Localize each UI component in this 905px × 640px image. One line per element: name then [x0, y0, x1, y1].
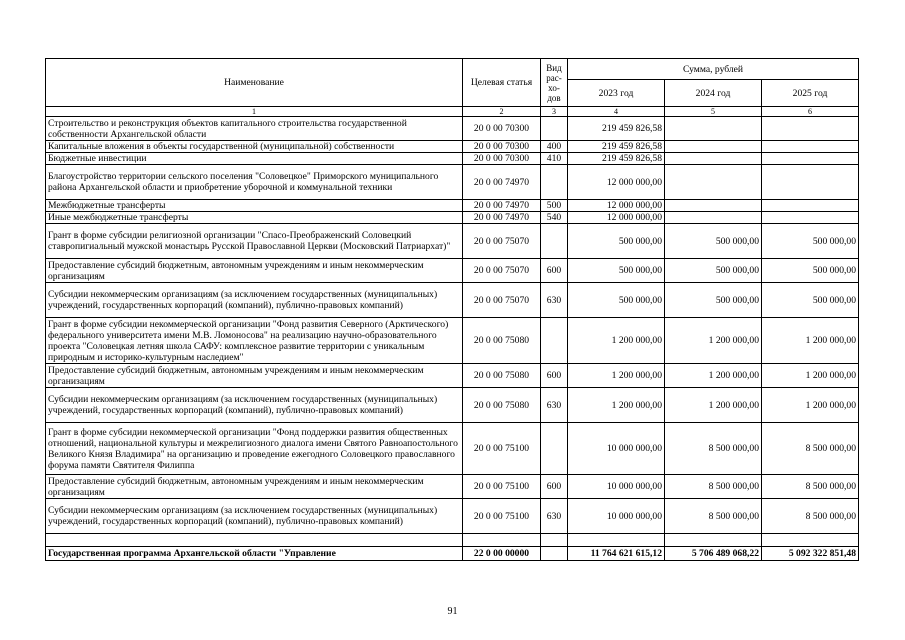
row-sum-2024: 5 706 489 068,22: [665, 547, 762, 561]
row-target-article: 20 0 00 75100: [463, 499, 541, 534]
row-target-article: 20 0 00 75100: [463, 423, 541, 475]
table-row: [46, 200, 859, 212]
table-row: [46, 259, 859, 283]
row-name: Субсидии некоммерческим организациям (за исключением государственных (муниципальных) учреждений, государственных корпораций (компаний), публично-правовых компаний): [46, 388, 463, 423]
row-expense-type: [541, 224, 568, 259]
row-sum-2024: 8 500 000,00: [665, 499, 762, 534]
table-row: [46, 318, 859, 364]
row-sum-2025: 8 500 000,00: [762, 423, 859, 475]
row-sum-2025: 1 200 000,00: [762, 318, 859, 364]
row-target-article: 20 0 00 75080: [463, 364, 541, 388]
row-target-article: 22 0 00 00000: [463, 547, 541, 561]
header-target-article: Целевая статья: [463, 59, 541, 107]
header-name: Наименование: [46, 59, 463, 107]
row-sum-2024: 1 200 000,00: [665, 388, 762, 423]
row-sum-2025: [762, 200, 859, 212]
header-sum: Сумма, рублей: [568, 59, 859, 80]
row-sum-2025: 500 000,00: [762, 224, 859, 259]
row-target-article: 20 0 00 70300: [463, 117, 541, 141]
row-sum-2024: 8 500 000,00: [665, 475, 762, 499]
row-expense-type: 410: [541, 153, 568, 165]
col-number: 5: [665, 107, 762, 117]
row-sum-2023: 12 000 000,00: [568, 212, 665, 224]
row-sum-2023: 219 459 826,58: [568, 141, 665, 153]
row-sum-2023: 1 200 000,00: [568, 388, 665, 423]
row-sum-2023: 219 459 826,58: [568, 153, 665, 165]
row-target-article: 20 0 00 74970: [463, 212, 541, 224]
row-sum-2025: 500 000,00: [762, 259, 859, 283]
row-sum-2025: [762, 141, 859, 153]
row-sum-2023: 500 000,00: [568, 224, 665, 259]
table-row: [46, 153, 859, 165]
row-sum-2024: 1 200 000,00: [665, 318, 762, 364]
row-sum-2024: 500 000,00: [665, 259, 762, 283]
row-expense-type: 630: [541, 283, 568, 318]
row-expense-type: [541, 117, 568, 141]
table-row: [46, 224, 859, 259]
row-target-article: 20 0 00 75070: [463, 224, 541, 259]
header-year-2024: 2024 год: [665, 80, 762, 107]
row-sum-2024: [665, 534, 762, 547]
row-expense-type: 540: [541, 212, 568, 224]
table-row: [46, 388, 859, 423]
row-expense-type: 600: [541, 259, 568, 283]
row-expense-type: 630: [541, 388, 568, 423]
header-expense-type: Вид рас- хо- дов: [541, 59, 568, 107]
row-name: Грант в форме субсидии некоммерческой организации "Фонд поддержки развития общественных отношений, национальной культуры и межрелигиозного диалога имени Святого Равноапостольного Великого Князя Владимира" на организацию и проведение ежегодного Соловецкого православного форума памяти Святителя Филиппа: [46, 423, 463, 475]
table-row: [46, 141, 859, 153]
row-name: Благоустройство территории сельского поселения "Соловецкое" Приморского муниципального района Архангельской области и приобретение уборочной и коммунальной техники: [46, 165, 463, 200]
table-row: [46, 117, 859, 141]
row-name: Предоставление субсидий бюджетным, автономным учреждениям и иным некоммерческим организациям: [46, 475, 463, 499]
row-sum-2025: [762, 165, 859, 200]
col-number: 4: [568, 107, 665, 117]
row-sum-2023: 500 000,00: [568, 283, 665, 318]
row-expense-type: [541, 534, 568, 547]
row-sum-2025: [762, 534, 859, 547]
row-name: Строительство и реконструкция объектов капитального строительства государственной собственности Архангельской области: [46, 117, 463, 141]
row-sum-2024: [665, 153, 762, 165]
col-number: 1: [46, 107, 463, 117]
row-name: Субсидии некоммерческим организациям (за исключением государственных (муниципальных) учреждений, государственных корпораций (компаний), публично-правовых компаний): [46, 499, 463, 534]
page-number: 91: [447, 606, 458, 617]
row-sum-2023: 1 200 000,00: [568, 364, 665, 388]
row-sum-2024: [665, 212, 762, 224]
row-sum-2024: 500 000,00: [665, 283, 762, 318]
row-sum-2025: 500 000,00: [762, 283, 859, 318]
table-row: [46, 423, 859, 475]
row-sum-2025: 1 200 000,00: [762, 388, 859, 423]
row-sum-2023: 11 764 621 615,12: [568, 547, 665, 561]
col-number: 2: [463, 107, 541, 117]
row-sum-2024: [665, 141, 762, 153]
row-name: Предоставление субсидий бюджетным, автономным учреждениям и иным некоммерческим организациям: [46, 259, 463, 283]
row-sum-2025: 5 092 322 851,48: [762, 547, 859, 561]
row-sum-2023: 1 200 000,00: [568, 318, 665, 364]
table-row: [46, 364, 859, 388]
table-row: [46, 475, 859, 499]
budget-table: [45, 58, 859, 561]
row-expense-type: [541, 165, 568, 200]
row-name: Капитальные вложения в объекты государственной (муниципальной) собственности: [46, 141, 463, 153]
row-sum-2023: [568, 534, 665, 547]
row-sum-2025: [762, 212, 859, 224]
row-sum-2023: 12 000 000,00: [568, 165, 665, 200]
row-sum-2023: 10 000 000,00: [568, 423, 665, 475]
header-year-2025: 2025 год: [762, 80, 859, 107]
row-sum-2025: [762, 153, 859, 165]
row-name: Грант в форме субсидии некоммерческой организации "Фонд развития Северного (Арктического) федерального университета имени М.В. Ломоносова" на реализацию научно-образовательного проекта "Соловецкая летняя школа САФУ: комплексное развитие территории с уникальным природным и историко-культурным наследием": [46, 318, 463, 364]
row-name: Иные межбюджетные трансферты: [46, 212, 463, 224]
row-target-article: 20 0 00 74970: [463, 200, 541, 212]
row-sum-2025: 1 200 000,00: [762, 364, 859, 388]
row-name: Субсидии некоммерческим организациям (за исключением государственных (муниципальных) учреждений, государственных корпораций (компаний), публично-правовых компаний): [46, 283, 463, 318]
row-target-article: 20 0 00 75070: [463, 283, 541, 318]
row-sum-2024: 500 000,00: [665, 224, 762, 259]
row-sum-2023: 12 000 000,00: [568, 200, 665, 212]
row-target-article: [463, 534, 541, 547]
table-row: [46, 283, 859, 318]
row-target-article: 20 0 00 75080: [463, 318, 541, 364]
row-sum-2023: 219 459 826,58: [568, 117, 665, 141]
table-row: [46, 499, 859, 534]
row-sum-2024: 1 200 000,00: [665, 364, 762, 388]
row-expense-type: 600: [541, 364, 568, 388]
row-sum-2023: 500 000,00: [568, 259, 665, 283]
row-expense-type: 400: [541, 141, 568, 153]
table-row: [46, 534, 859, 547]
row-sum-2023: 10 000 000,00: [568, 475, 665, 499]
row-target-article: 20 0 00 70300: [463, 141, 541, 153]
header-year-2023: 2023 год: [568, 80, 665, 107]
row-name: Государственная программа Архангельской области "Управление: [46, 547, 463, 561]
row-name: Предоставление субсидий бюджетным, автономным учреждениям и иным некоммерческим организациям: [46, 364, 463, 388]
row-sum-2024: [665, 165, 762, 200]
row-target-article: 20 0 00 75080: [463, 388, 541, 423]
table-row: [46, 547, 859, 561]
table-row: [46, 212, 859, 224]
row-name: Бюджетные инвестиции: [46, 153, 463, 165]
row-target-article: 20 0 00 74970: [463, 165, 541, 200]
row-sum-2025: 8 500 000,00: [762, 499, 859, 534]
row-sum-2024: [665, 117, 762, 141]
row-sum-2025: 8 500 000,00: [762, 475, 859, 499]
row-sum-2023: 10 000 000,00: [568, 499, 665, 534]
col-number: 3: [541, 107, 568, 117]
row-sum-2024: [665, 200, 762, 212]
row-expense-type: [541, 423, 568, 475]
row-expense-type: 630: [541, 499, 568, 534]
table-row: [46, 165, 859, 200]
row-expense-type: 600: [541, 475, 568, 499]
row-target-article: 20 0 00 75100: [463, 475, 541, 499]
col-number: 6: [762, 107, 859, 117]
row-sum-2025: [762, 117, 859, 141]
row-target-article: 20 0 00 75070: [463, 259, 541, 283]
row-name: Грант в форме субсидии религиозной организации "Спасо-Преображенский Соловецкий ставропигиальный мужской монастырь Русской Православной Церкви (Московский Патриархат)": [46, 224, 463, 259]
row-expense-type: [541, 318, 568, 364]
row-name: Межбюджетные трансферты: [46, 200, 463, 212]
row-sum-2024: 8 500 000,00: [665, 423, 762, 475]
row-name: [46, 534, 463, 547]
row-target-article: 20 0 00 70300: [463, 153, 541, 165]
row-expense-type: 500: [541, 200, 568, 212]
row-expense-type: [541, 547, 568, 561]
